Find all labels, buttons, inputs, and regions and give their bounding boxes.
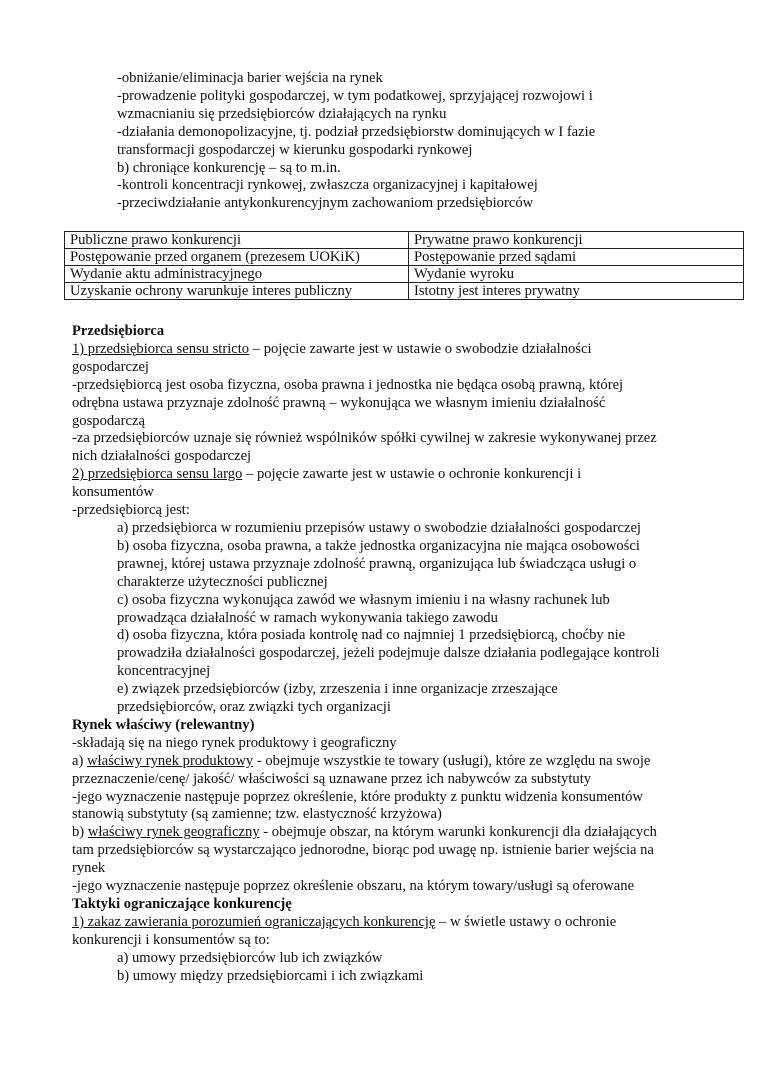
comparison-table bbox=[64, 231, 744, 300]
list-item: a) umowy przedsiębiorców lub ich związków bbox=[117, 949, 383, 966]
intro-list bbox=[117, 70, 737, 213]
largo-line bbox=[72, 466, 742, 484]
table-row bbox=[65, 283, 744, 300]
taktyki-rest: – w świetle ustawy o ochronie bbox=[435, 913, 617, 930]
text-line: -przedsiębiorcą jest: bbox=[72, 502, 190, 519]
table-cell: Wydanie wyroku bbox=[409, 266, 744, 283]
intro-line: -działania demonopolizacyjne, tj. podział przedsiębiorstw dominujących w I fazie bbox=[117, 123, 596, 140]
table-cell: Publiczne prawo konkurencji bbox=[65, 232, 409, 249]
text-line: nich działalności gospodarczej bbox=[72, 448, 252, 465]
list-item: charakterze użyteczności publicznej bbox=[117, 573, 328, 590]
list-item: d) osoba fizyczna, która posiada kontrolę nad co najmniej 1 przedsiębiorcą, choćby nie bbox=[117, 627, 626, 644]
taktyki-term: 1) zakaz zawierania porozumień ograniczających konkurencję bbox=[72, 913, 436, 930]
main-text bbox=[72, 323, 742, 986]
text-line: tam przedsiębiorców są wystarczająco jednorodne, biorąc pod uwagę np. istnienie barier wejścia na bbox=[72, 842, 654, 859]
intro-line: -przeciwdziałanie antykonkurencyjnym zachowaniom przedsiębiorców bbox=[117, 195, 534, 212]
stricto-line bbox=[72, 341, 742, 359]
text-line: -przedsiębiorcą jest osoba fizyczna, osoba prawna i jednostka nie będąca osobą prawną, której bbox=[72, 376, 624, 393]
rynek-b-prefix: b) bbox=[72, 824, 88, 841]
largo-term: 2) przedsiębiorca sensu largo bbox=[72, 466, 243, 483]
table-cell: Prywatne prawo konkurencji bbox=[409, 232, 744, 249]
text-line: gospodarczej bbox=[72, 358, 149, 375]
list-item: e) związek przedsiębiorców (izby, zrzeszenia i inne organizacje zrzeszające bbox=[117, 681, 558, 698]
table-cell: Wydanie aktu administracyjnego bbox=[65, 266, 409, 283]
stricto-term: 1) przedsiębiorca sensu stricto bbox=[72, 340, 250, 357]
text-line: rynek bbox=[72, 860, 106, 877]
stricto-rest: – pojęcie zawarte jest w ustawie o swobodzie działalności bbox=[249, 340, 592, 357]
text-line: konkurencji i konsumentów są to: bbox=[72, 931, 270, 948]
intro-line: transformacji gospodarczej w kierunku gospodarki rynkowej bbox=[117, 141, 473, 158]
list-item: przedsiębiorców, oraz związki tych organizacji bbox=[117, 699, 391, 716]
largo-rest: – pojęcie zawarte jest w ustawie o ochronie konkurencji i bbox=[242, 466, 582, 483]
text-line: stanowią substytuty (są zamienne; tzw. elastyczność krzyżowa) bbox=[72, 806, 442, 823]
rynek-b-line bbox=[72, 824, 742, 842]
list-item: b) umowy między przedsiębiorcami i ich związkami bbox=[117, 967, 424, 984]
text-line: gospodarczą bbox=[72, 412, 145, 429]
section-heading-rynek: Rynek właściwy (relewantny) bbox=[72, 716, 255, 733]
list-item: prawnej, której ustawa przyznaje zdolność prawną, organizująca lub świadcząca usługi o bbox=[117, 555, 637, 572]
text-line: odrębna ustawa przyznaje zdolność prawną – wykonująca we własnym imieniu działalność bbox=[72, 394, 606, 411]
taktyki-term-line bbox=[72, 914, 742, 932]
table-cell: Postępowanie przed sądami bbox=[409, 249, 744, 266]
list-item: koncentracyjnej bbox=[117, 663, 211, 680]
intro-line: -prowadzenie polityki gospodarczej, w tym podatkowej, sprzyjającej rozwojowi i bbox=[117, 87, 593, 104]
rynek-b-term: właściwy rynek geograficzny bbox=[87, 824, 260, 841]
rynek-b-rest: - obejmuje obszar, na którym warunki konkurencji dla działających bbox=[259, 824, 657, 841]
table-row bbox=[65, 232, 744, 249]
text-line: -jego wyznaczenie następuje poprzez określenie, które produkty z punktu widzenia konsumentów bbox=[72, 788, 643, 805]
list-item: a) przedsiębiorca w rozumieniu przepisów ustawy o swobodzie działalności gospodarczej bbox=[117, 519, 641, 536]
intro-line: -kontroli koncentracji rynkowej, zwłaszcza organizacyjnej i kapitałowej bbox=[117, 177, 538, 194]
table-cell: Postępowanie przed organem (prezesem UOKiK) bbox=[65, 249, 409, 266]
text-line: -składają się na niego rynek produktowy i geograficzny bbox=[72, 734, 397, 751]
text-line: -jego wyznaczenie następuje poprzez określenie obszaru, na którym towary/usługi są oferowane bbox=[72, 878, 635, 895]
list-item: prowadząca działalność w ramach wykonywania takiego zawodu bbox=[117, 609, 498, 626]
table-row bbox=[65, 249, 744, 266]
text-line: -za przedsiębiorców uznaje się również wspólników spółki cywilnej w zakresie wykonywanej przez bbox=[72, 430, 657, 447]
rynek-a-term: właściwy rynek produktowy bbox=[87, 752, 254, 769]
table-cell: Istotny jest interes prywatny bbox=[409, 283, 744, 300]
rynek-a-rest: - obejmuje wszystkie te towary (usługi), które ze względu na swoje bbox=[253, 752, 651, 769]
section-heading-taktyki: Taktyki ograniczające konkurencję bbox=[72, 896, 292, 912]
text-line: przeznaczenie/cenę/ jakość/ właściwości są uznawane przez ich nabywców za substytuty bbox=[72, 770, 592, 787]
section-heading-przedsiebiorca: Przedsiębiorca bbox=[72, 323, 165, 339]
rynek-a-line bbox=[72, 753, 742, 771]
rynek-a-prefix: a) bbox=[72, 752, 87, 769]
table-cell: Uzyskanie ochrony warunkuje interes publiczny bbox=[65, 283, 409, 300]
intro-line: wzmacnianiu się przedsiębiorców działających na rynku bbox=[117, 105, 447, 122]
table-row bbox=[65, 266, 744, 283]
list-item: c) osoba fizyczna wykonująca zawód we własnym imieniu i na własny rachunek lub bbox=[117, 591, 610, 608]
list-item: prowadziła działalności gospodarczej, jeżeli podejmuje dalsze działania podlegające kontroli bbox=[117, 645, 660, 662]
intro-line: b) chroniące konkurencję – są to m.in. bbox=[117, 159, 341, 176]
text-line: konsumentów bbox=[72, 484, 154, 501]
list-item: b) osoba fizyczna, osoba prawna, a także jednostka organizacyjna nie mająca osobowości bbox=[117, 537, 640, 554]
intro-line: -obniżanie/eliminacja barier wejścia na rynek bbox=[117, 70, 383, 86]
